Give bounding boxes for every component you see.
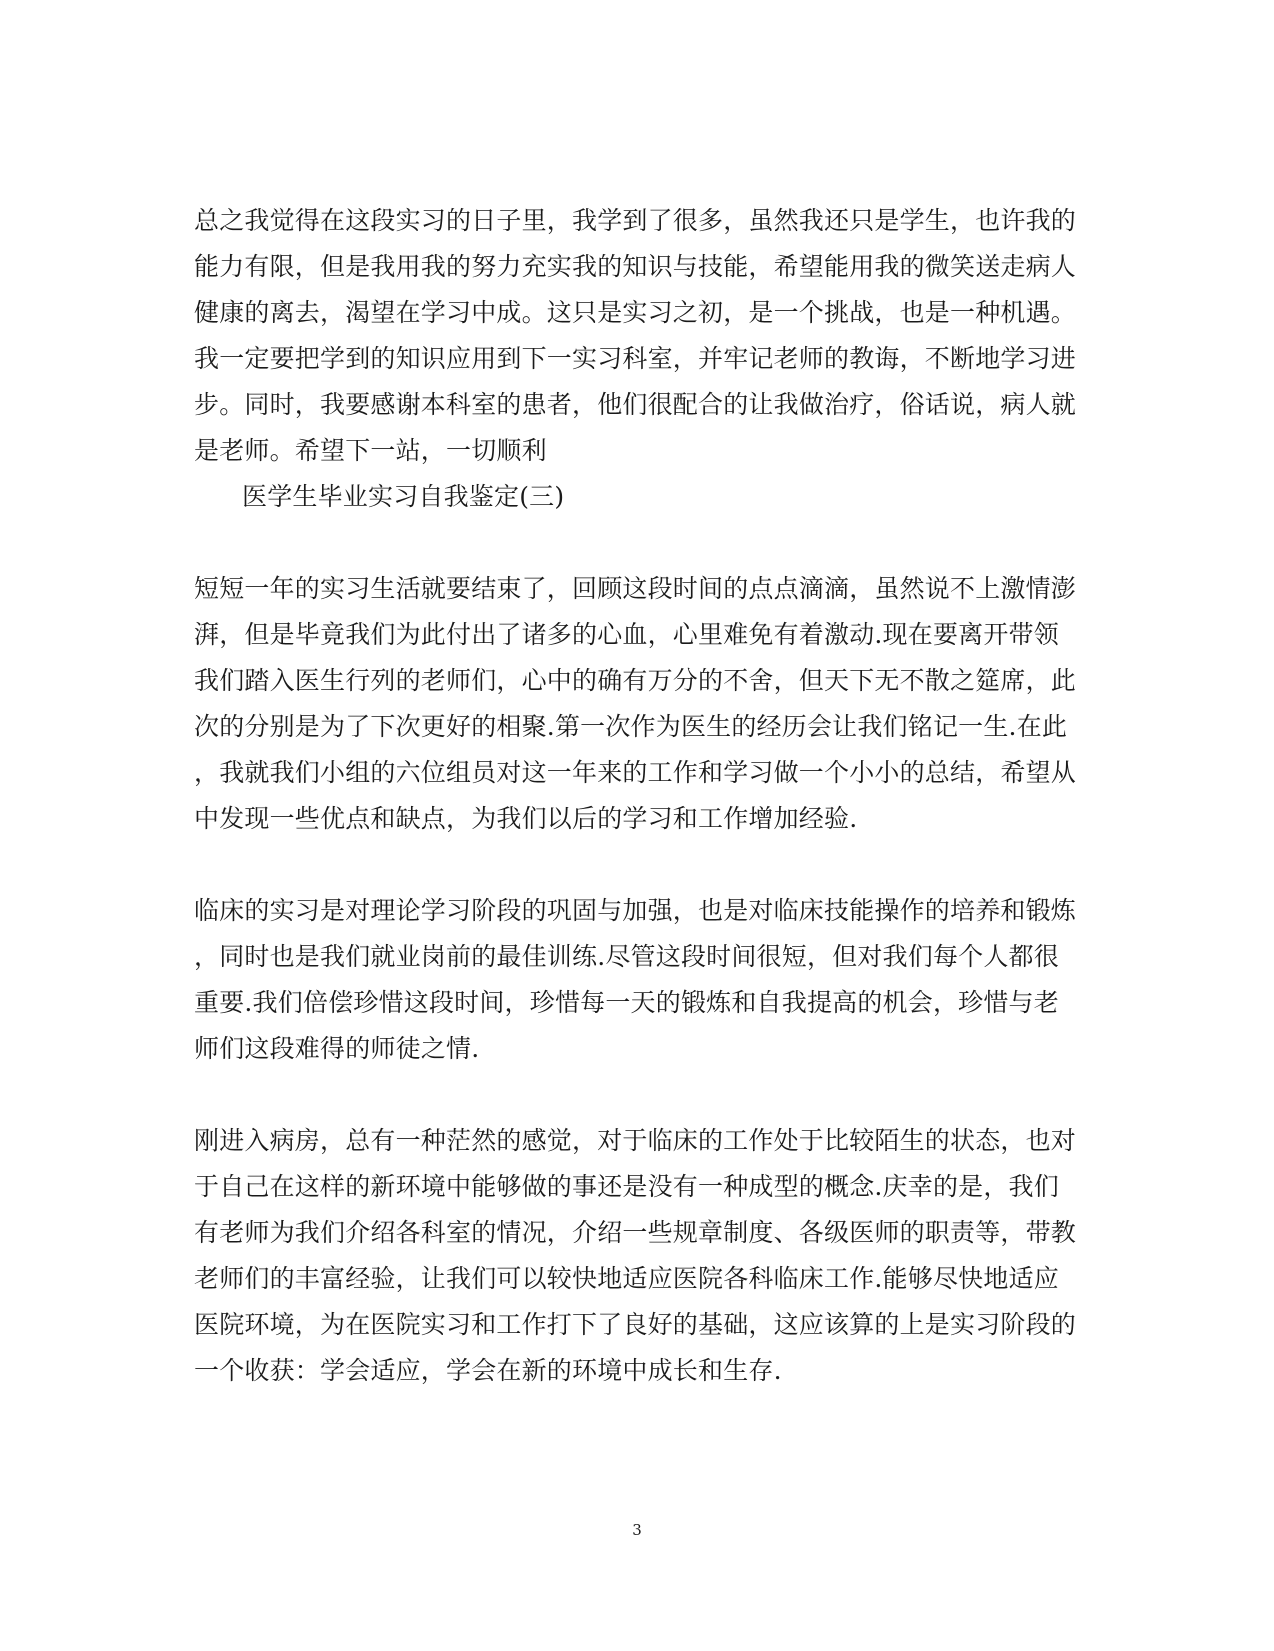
paragraph-3-line-2: ，同时也是我们就业岗前的最佳训练.尽管这段时间很短，但对我们每个人都很: [194, 942, 1059, 971]
section-heading: 医学生毕业实习自我鉴定(三): [242, 482, 565, 511]
paragraph-4-line-2: 于自己在这样的新环境中能够做的事还是没有一种成型的概念.庆幸的是，我们: [194, 1172, 1059, 1201]
paragraph-2-line-4: 次的分别是为了下次更好的相聚.第一次作为医生的经历会让我们铭记一生.在此: [194, 712, 1068, 741]
paragraph-1-line-1: 总之我觉得在这段实习的日子里，我学到了很多，虽然我还只是学生，也许我的: [194, 206, 1077, 235]
paragraph-2-line-1: 短短一年的实习生活就要结束了，回顾这段时间的点点滴滴，虽然说不上激情澎: [194, 574, 1077, 603]
paragraph-2-line-6: 中发现一些优点和缺点，为我们以后的学习和工作增加经验.: [194, 804, 858, 833]
paragraph-1-line-2: 能力有限，但是我用我的努力充实我的知识与技能，希望能用我的微笑送走病人: [194, 252, 1077, 281]
paragraph-3-line-4: 师们这段难得的师徒之情.: [194, 1034, 480, 1063]
paragraph-3-line-1: 临床的实习是对理论学习阶段的巩固与加强，也是对临床技能操作的培养和锻炼: [194, 896, 1077, 925]
paragraph-4-line-6: 一个收获：学会适应，学会在新的环境中成长和生存.: [194, 1356, 782, 1385]
paragraph-4-line-3: 有老师为我们介绍各科室的情况，介绍一些规章制度、各级医师的职责等，带教: [194, 1218, 1077, 1247]
paragraph-3-line-3: 重要.我们倍偿珍惜这段时间，珍惜每一天的锻炼和自我提高的机会，珍惜与老: [194, 988, 1059, 1017]
page-number: 3: [632, 1521, 642, 1539]
paragraph-1-line-3: 健康的离去，渴望在学习中成。这只是实习之初，是一个挑战，也是一种机遇。: [194, 298, 1077, 327]
paragraph-4-line-1: 刚进入病房，总有一种茫然的感觉，对于临床的工作处于比较陌生的状态，也对: [194, 1126, 1077, 1155]
paragraph-2-line-5: ，我就我们小组的六位组员对这一年来的工作和学习做一个小小的总结，希望从: [194, 758, 1077, 787]
paragraph-2-line-2: 湃，但是毕竟我们为此付出了诸多的心血，心里难免有着激动.现在要离开带领: [194, 620, 1059, 649]
paragraph-4-line-5: 医院环境，为在医院实习和工作打下了良好的基础，这应该算的上是实习阶段的: [194, 1310, 1077, 1339]
paragraph-2-line-3: 我们踏入医生行列的老师们，心中的确有万分的不舍，但天下无不散之筵席，此: [194, 666, 1077, 695]
paragraph-1-line-5: 步。同时，我要感谢本科室的患者，他们很配合的让我做治疗，俗话说，病人就: [194, 390, 1077, 419]
paragraph-1-line-4: 我一定要把学到的知识应用到下一实习科室，并牢记老师的教诲，不断地学习进: [194, 344, 1077, 373]
paragraph-1-line-6: 是老师。希望下一站，一切顺利: [194, 436, 547, 465]
paragraph-4-line-4: 老师们的丰富经验，让我们可以较快地适应医院各科临床工作.能够尽快地适应: [194, 1264, 1059, 1293]
